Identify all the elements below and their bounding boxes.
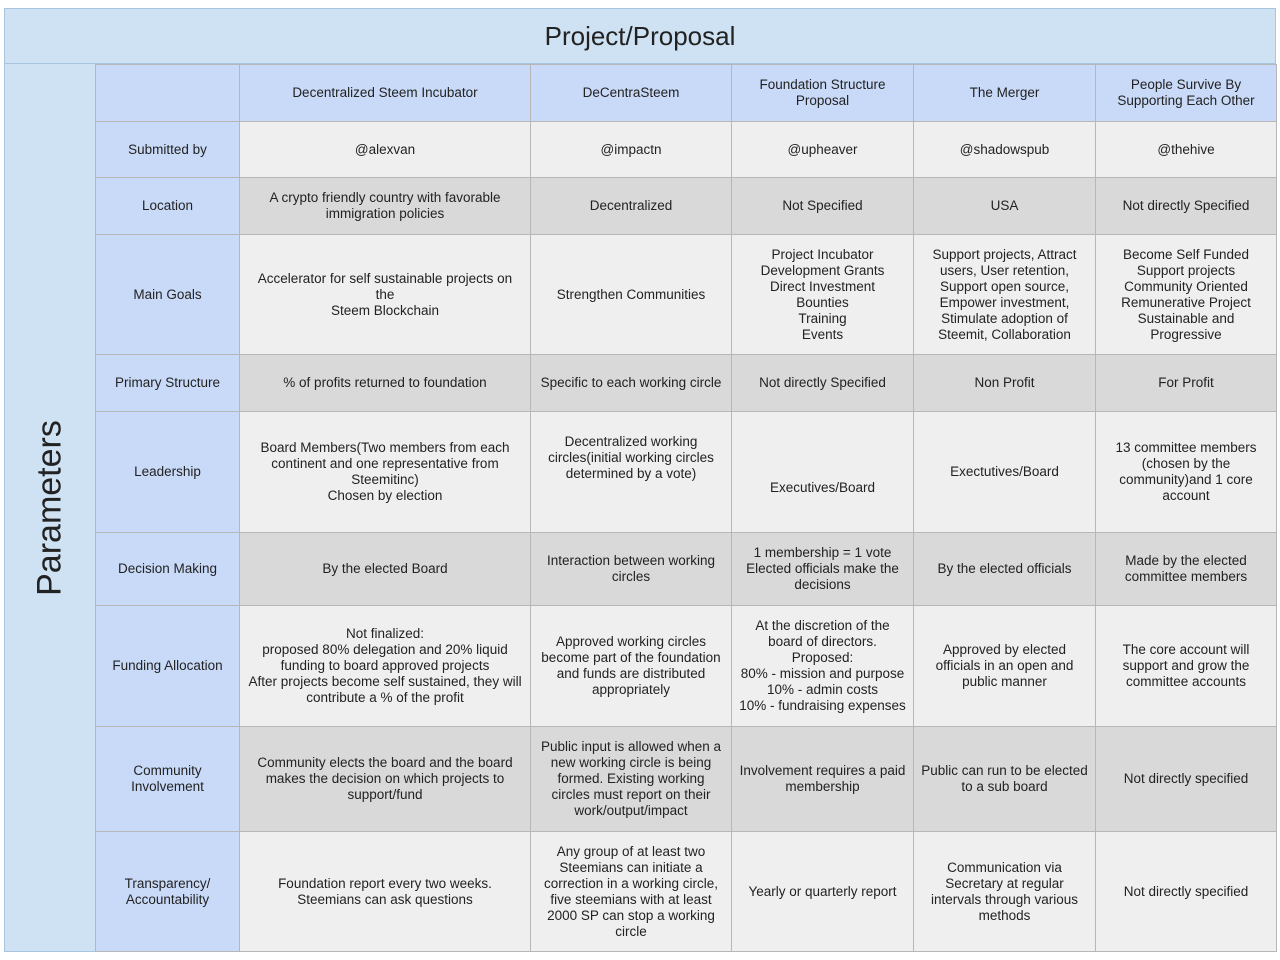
header-corner-cell (96, 65, 240, 122)
row-label: Community Involvement (96, 727, 240, 832)
table-cell: Approved working circles become part of the foundation and funds are distributed appropriately (531, 606, 732, 727)
table-row-transparency (96, 832, 1277, 952)
table-cell: Board Members(Two members from each continent and one representative from Steemitinc) Chosen by election (240, 412, 531, 533)
table-row-location (96, 178, 1277, 235)
table-cell: Not Specified (732, 178, 914, 235)
column-header: DeCentraSteem (531, 65, 732, 122)
table-row-primary-structure (96, 355, 1277, 412)
table-cell: Foundation report every two weeks. Steemians can ask questions (240, 832, 531, 952)
table-cell: At the discretion of the board of directors. Proposed: 80% - mission and purpose 10% - admin costs 10% - fundraising expenses (732, 606, 914, 727)
table-cell: @alexvan (240, 122, 531, 178)
table-cell: % of profits returned to foundation (240, 355, 531, 412)
table-row-submitted-by (96, 122, 1277, 178)
comparison-table (95, 64, 1277, 952)
table-cell: Communication via Secretary at regular intervals through various methods (914, 832, 1096, 952)
table-cell: Accelerator for self sustainable projects on the Steem Blockchain (240, 235, 531, 355)
table-cell: Interaction between working circles (531, 533, 732, 606)
header-row (96, 65, 1277, 122)
table-row-community-involvement (96, 727, 1277, 832)
table-cell: Yearly or quarterly report (732, 832, 914, 952)
column-header: People Survive By Supporting Each Other (1096, 65, 1277, 122)
table-cell: Any group of at least two Steemians can initiate a correction in a working circle, five steemians with at least 2000 SP can stop a working circle (531, 832, 732, 952)
table-cell: For Profit (1096, 355, 1277, 412)
table-cell: Not directly Specified (732, 355, 914, 412)
table-cell: 13 committee members (chosen by the community)and 1 core account (1096, 412, 1277, 533)
table-cell: @upheaver (732, 122, 914, 178)
table-row-main-goals (96, 235, 1277, 355)
table-cell: Decentralized (531, 178, 732, 235)
table-cell: The core account will support and grow the committee accounts (1096, 606, 1277, 727)
table-row-decision-making (96, 533, 1277, 606)
table-cell: @impactn (531, 122, 732, 178)
table-cell: Public input is allowed when a new working circle is being formed. Existing working circles must report on their work/output/impact (531, 727, 732, 832)
table-cell: Decentralized working circles(initial working circles determined by a vote) (531, 412, 732, 533)
row-label: Leadership (96, 412, 240, 533)
table-cell: Community elects the board and the board makes the decision on which projects to support/fund (240, 727, 531, 832)
row-label: Decision Making (96, 533, 240, 606)
row-label: Funding Allocation (96, 606, 240, 727)
table-cell: 1 membership = 1 vote Elected officials make the decisions (732, 533, 914, 606)
table-cell: By the elected officials (914, 533, 1096, 606)
column-header: The Merger (914, 65, 1096, 122)
table-cell: By the elected Board (240, 533, 531, 606)
table-cell: Strengthen Communities (531, 235, 732, 355)
table-cell: Not directly specified (1096, 832, 1277, 952)
table-cell: Exectutives/Board (914, 412, 1096, 533)
table-cell: Become Self Funded Support projects Community Oriented Remunerative Project Sustainable and Progressive (1096, 235, 1277, 355)
table-cell: Approved by elected officials in an open and public manner (914, 606, 1096, 727)
table-cell: A crypto friendly country with favorable immigration policies (240, 178, 531, 235)
table-cell: Specific to each working circle (531, 355, 732, 412)
table-cell: Not directly specified (1096, 727, 1277, 832)
table-cell: Made by the elected committee members (1096, 533, 1277, 606)
proposal-comparison-sheet (4, 8, 1276, 952)
column-header: Decentralized Steem Incubator (240, 65, 531, 122)
parameters-side-band (4, 64, 95, 952)
table-cell: Support projects, Attract users, User retention, Support open source, Empower investment, Stimulate adoption of Steemit, Collaboration (914, 235, 1096, 355)
table-cell: Non Profit (914, 355, 1096, 412)
row-label: Location (96, 178, 240, 235)
row-label: Primary Structure (96, 355, 240, 412)
row-label: Submitted by (96, 122, 240, 178)
page-title: Project/Proposal (4, 8, 1276, 64)
table-cell: Involvement requires a paid membership (732, 727, 914, 832)
column-header: Foundation Structure Proposal (732, 65, 914, 122)
table-cell: Not directly Specified (1096, 178, 1277, 235)
table-cell: USA (914, 178, 1096, 235)
table-cell: @shadowspub (914, 122, 1096, 178)
row-label: Main Goals (96, 235, 240, 355)
row-label: Transparency/ Accountability (96, 832, 240, 952)
table-cell: Executives/Board (732, 412, 914, 533)
table-row-funding-allocation (96, 606, 1277, 727)
parameters-label: Parameters (30, 420, 69, 596)
table-cell: Not finalized: proposed 80% delegation and 20% liquid funding to board approved projects After projects become self sustained, they will contribute a % of the profit (240, 606, 531, 727)
table-cell: Project Incubator Development Grants Direct Investment Bounties Training Events (732, 235, 914, 355)
table-cell: Public can run to be elected to a sub board (914, 727, 1096, 832)
table-cell: @thehive (1096, 122, 1277, 178)
table-row-leadership (96, 412, 1277, 533)
